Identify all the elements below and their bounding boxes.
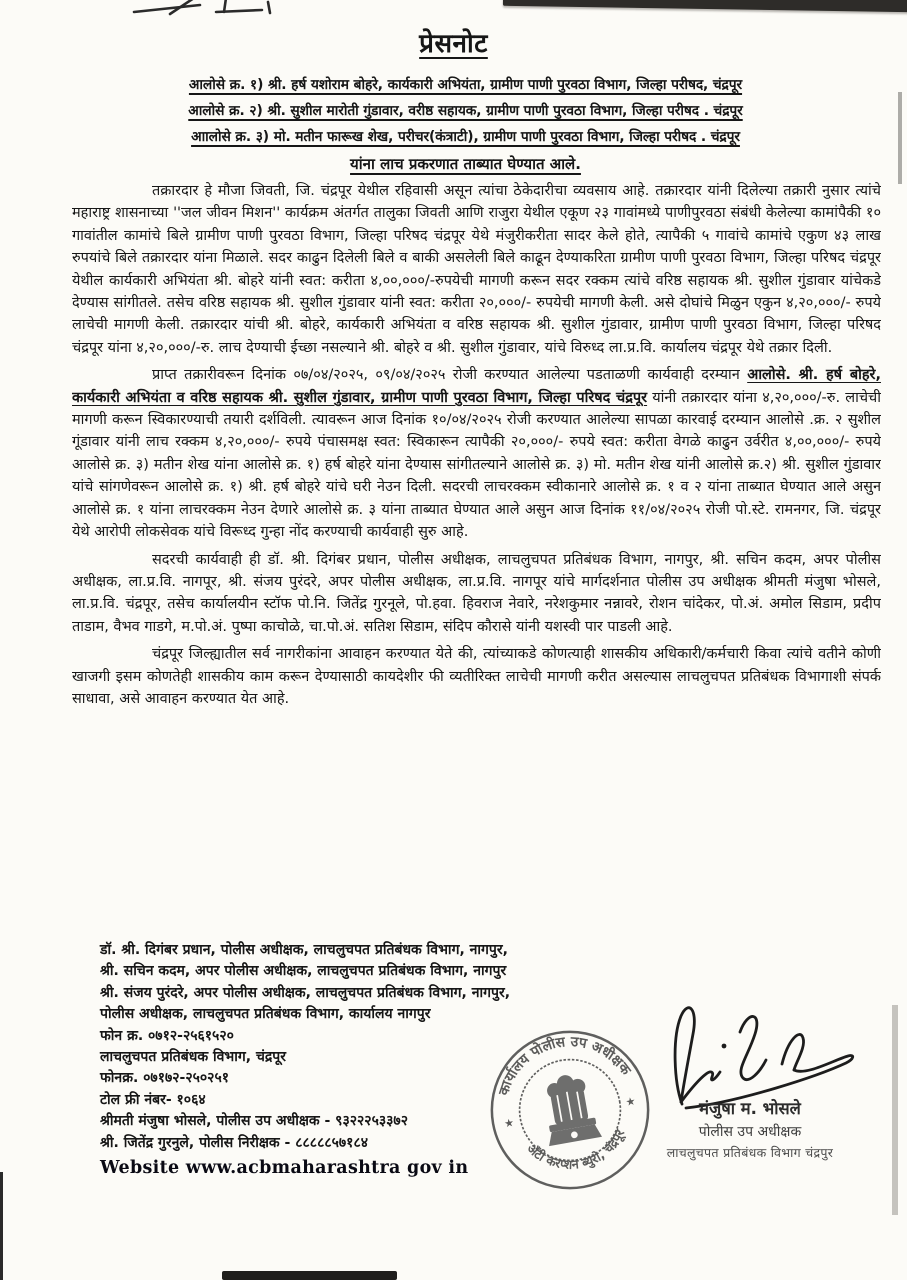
paragraph-trap-lead: प्राप्त तक्रारीवरून दिनांक ०७/०४/२०२५, ०९/०४/२०२५ रोजी करण्यात आलेल्या पडताळणी कार्यवाही दरम्यान	[152, 367, 748, 384]
paragraph-officials: सदरची कार्यवाही ही डॉ. श्री. दिगंबर प्रधान, पोलीस अधीक्षक, लाचलुचपत प्रतिबंधक विभाग, नागपुर, श्री. सचिन कदम, अपर पोलीस अधीक्षक, ला.प्र.वि. नागपूर, श्री. संजय पुरंदरे, अपर पोलीस अधीक्षक, ला.प्र.वि. नागपूर यांचे मार्गदर्शनात पोलीस उप अधीक्षक श्रीमती मंजुषा भोसले, ला.प्र.वि. चंद्रपूर, तसेच कार्यालयीन स्टॉफ पो.नि. जितेंद्र गुरनूले, पो.हवा. हिवराज नेवारे, नरेशकुमार नन्नावरे, रोशन चांदेकर, पो.अं. अमोल सिडाम, प्रदीप ताडाम, वैभव गाडगे, म.पो.अं. पुष्पा काचोळे, चा.पो.अं. सतिश सिडाम, संदिप कौरासे यांनी यशस्वी पार पाडली आहे.	[72, 551, 881, 635]
stamp-star-left-icon: ★	[503, 1115, 515, 1131]
paragraph-public-appeal: चंद्रपूर जिल्ह्यातील सर्व नागरीकांना आवाहन करण्यात येते की, त्यांच्याकडे कोणत्याही शासकीय अधिकारी/कर्मचारी किवा त्यांचे वतीने कोणी खाजगी इसम कोणतेही शासकीय काम करून देण्यासाठी कायदेशीर फी व्यतीरिक्त लाचेची मागणी करीत असल्यास लाचलुचपत प्रतिबंधक विभागाशी संपर्क साधावा, असे आवाहन करण्यात येत आहे.	[72, 646, 881, 707]
handwriting-mark	[130, 0, 340, 22]
contact-line: श्री. संजय पुरंदरे, अपर पोलीस अधीक्षक, लाचलुचपत प्रतिबंधक विभाग, नागपुर,	[100, 984, 511, 1001]
contact-pi-mobile: श्री. जितेंद्र गुरनुले, पोलीस निरीक्षक - ८८८८८५७१८४	[100, 1134, 369, 1151]
accused-line-2: आलोसे क्र. २) श्री. सुशील मारोती गुंडावार, वरीष्ठ सहायक, ग्रामीण पाणी पुरवठा विभाग, जिल्हा परीषद . चंद्रपूर	[188, 103, 743, 119]
contact-line: पोलीस अधीक्षक, लाचलुचपत प्रतिबंधक विभाग, कार्यालय नागपुर	[100, 1006, 431, 1023]
stamp-star-right-icon: ★	[624, 1094, 637, 1109]
website-line: Website www.acbmaharashtra gov in	[100, 1158, 469, 1179]
contact-line: श्री. सचिन कदम, अपर पोलीस अधीक्षक, लाचलुचपत प्रतिबंधक विभाग, नागपुर	[100, 963, 507, 980]
signatory-name: मंजुषा म. भोसले	[699, 1099, 801, 1118]
signatory-block	[600, 1096, 900, 1161]
contact-line: डॉ. श्री. दिगंबर प्रधान, पोलीस अधीक्षक, लाचलुचपत प्रतिबंधक विभाग, नागपुर,	[100, 942, 508, 958]
paragraph-trap-underlined-accused: आलोसे. श्री. हर्ष बोहरे, कार्यकारी अभियंता व वरिष्ठ सहायक श्री. सुशील गुंडावार, ग्रामीण पाणी पुरवठा विभाग, जिल्हा परिषद चंद्रपूर	[72, 367, 881, 406]
paragraph-trap-rest: यांनी तक्रारदार यांना ४,२०,०००/-रु. लाचेची मागणी करून स्विकारण्याची तयारी दर्शविली. त्यावरून आज दिनांक १०/०४/२०२५ रोजी करण्यात आलेल्या सापळा कारवाई दरम्यान आलोसे .क्र. २ सुशील गूंडावार यांनी लाच रक्कम ४,२०,०००/- रुपये पंचासमक्ष स्वत: स्विकारून त्यापैकी २०,०००/- रुपये स्वत: करीता वेगळे काढुन उर्वरीत ४,००,०००/- रुपये आलोसे क्र. ३) मतीन शेख यांना आलोसे क्र. १) हर्ष बोहरे यांना देण्यास सांगीतल्याने आलोसे क्र. ३) मो. मतीन शेख यांनी आलोसे क्र.२) श्री. सुशील गुंडावार यांचे सांगणेवरून आलोसे क्र. १) श्री. हर्ष बोहरे यांचे घरी नेउन दिली. सदरची लाचरक्कम स्वीकानारे आलोसे क्र. १ व २ यांना ताब्यात घेण्यात आले असुन आलोसे क्र. १ यांना लाचरक्कम नेउन देणारे आलोसे क्र. ३ यांना ताब्यात घेण्यात आले असुन आज दिनांक ११/०४/२०२५ रोजी पो.स्टे. रामनगर, जि. चंद्रपूर येथे आरोपी लोकसेवक यांचे विरूध्द गुन्हा नोंद करण्याची कार्यवाही सुरु आहे.	[72, 389, 881, 541]
accused-closing-line: यांना लाच प्रकरणात ताब्यात घेण्यात आले.	[350, 155, 581, 173]
accused-header-block	[40, 72, 891, 178]
accused-line-3: आालोसे क्र. ३) मो. मतीन फारूख शेख, परीचर(कंत्राटी), ग्रामीण पाणी पुरवठा विभाग, जिल्हा परीषद . चंद्रपूर	[191, 129, 740, 145]
body-text	[72, 180, 881, 938]
page-title: प्रेसनोट	[419, 29, 488, 59]
accused-line-1: आलोसे क्र. १) श्री. हर्ष यशोराम बोहरे, कार्यकारी अभियंता, ग्रामीण पाणी पुरवठा विभाग, जिल्हा परीषद, चंद्रपूर	[188, 77, 743, 93]
signature-mark	[648, 1002, 858, 1110]
contact-line: लाचलुचपत प्रतिबंधक विभाग, चंद्रपूर	[100, 1049, 286, 1066]
contact-phone-nagpur: फोन क्र. ०७१२-२५६१५२०	[100, 1027, 234, 1044]
ashoka-emblem-icon	[537, 1071, 602, 1147]
stamp-top-text: कार्यालय पोलीस उप अधीक्षक	[495, 1034, 634, 1098]
contact-tollfree-number: टोल फ्री नंबर- १०६४	[100, 1091, 206, 1108]
contact-phone-chandrapur: फोनक्र. ०७१७२-२५०२५१	[100, 1070, 230, 1087]
paragraph-complaint: तक्रारदार हे मौजा जिवती, जि. चंद्रपूर येथील रहिवासी असून त्यांचा ठेकेदारीचा व्यवसाय आहे. तक्रारदार यांनी दिलेल्या तक्रारी नुसार त्यांचे महाराष्ट्र शासनाच्या ''जल जीवन मिशन'' कार्यक्रम अंतर्गत तालुका जिवती आणि राजुरा येथील एकूण २३ गावांमध्ये पाणीपुरवठा संबंधी केलेल्या कामांपैकी १० गावांतील कामांचे बिले ग्रामीण पाणी पुरवठा विभाग, जिल्हा परिषद चंद्रपूर येथे मंजुरीकरीता सादर केले होते, त्यापैकी ५ गावांचे कामांचे एकुण ४३ लाख रुपयांचे बिले तक्रारदार यांना मिळाले. सदर काढुन दिलेली बिले व बाकी असलेली बिले काढून देण्याकरिता ग्रामीण पाणी पुरवठा विभाग, जिल्हा परिषद चंद्रपूर येथील कार्यकारी अभियंता श्री. बोहरे यांनी स्वत: करीता ४,००,०००/-रुपयेची मागणी करून सदर रक्कम त्यांचे वरिष्ठ सहायक श्री. सुशील गुंडावार यांचेकडे देण्यास सांगीतले. तसेच वरिष्ठ सहायक श्री. सुशील गुंडावार यांनी स्वत: करीता २०,०००/- रुपयेची मागणी केली. असे दोघांचे मिळुन एकुन ४,२०,०००/- रुपये लाचेची मागणी केली. तक्रारदार यांची श्री. बोहरे, कार्यकारी अभियंता व वरिष्ठ सहायक श्री. सुशील गुंडावार, ग्रामीण पाणी पुरवठा विभाग, जिल्हा परिषद चंद्रपूर यांना ४,२०,०००/-रु. लाच देण्याची ईच्छा नसल्याने श्री. बोहरे व श्री. सुशील गुंडावार, यांचे विरुध्द ला.प्र.वि. कार्यालय चंद्रपूर येथे तक्रार दिली.	[72, 183, 881, 356]
stamp-bottom-text: अँटी करप्शन ब्युरो, चंद्रपूर	[524, 1127, 628, 1172]
scan-artifact-right-streak-top	[898, 92, 902, 184]
signatory-designation: पोलीस उप अधीक्षक	[698, 1124, 802, 1140]
scan-artifact-bottom-blob	[222, 1271, 397, 1280]
scan-artifact-left-edge-line	[0, 1172, 3, 1280]
signatory-department: लाचलुचपत प्रतिबंधक विभाग चंद्रपुर	[666, 1145, 834, 1160]
scan-artifact-top-right-band	[503, 0, 907, 12]
contact-dysp-mobile: श्रीमती मंजुषा भोसले, पोलीस उप अधीक्षक - ९३२२२५३३७२	[100, 1113, 408, 1130]
paragraph-trap-action	[72, 364, 881, 543]
